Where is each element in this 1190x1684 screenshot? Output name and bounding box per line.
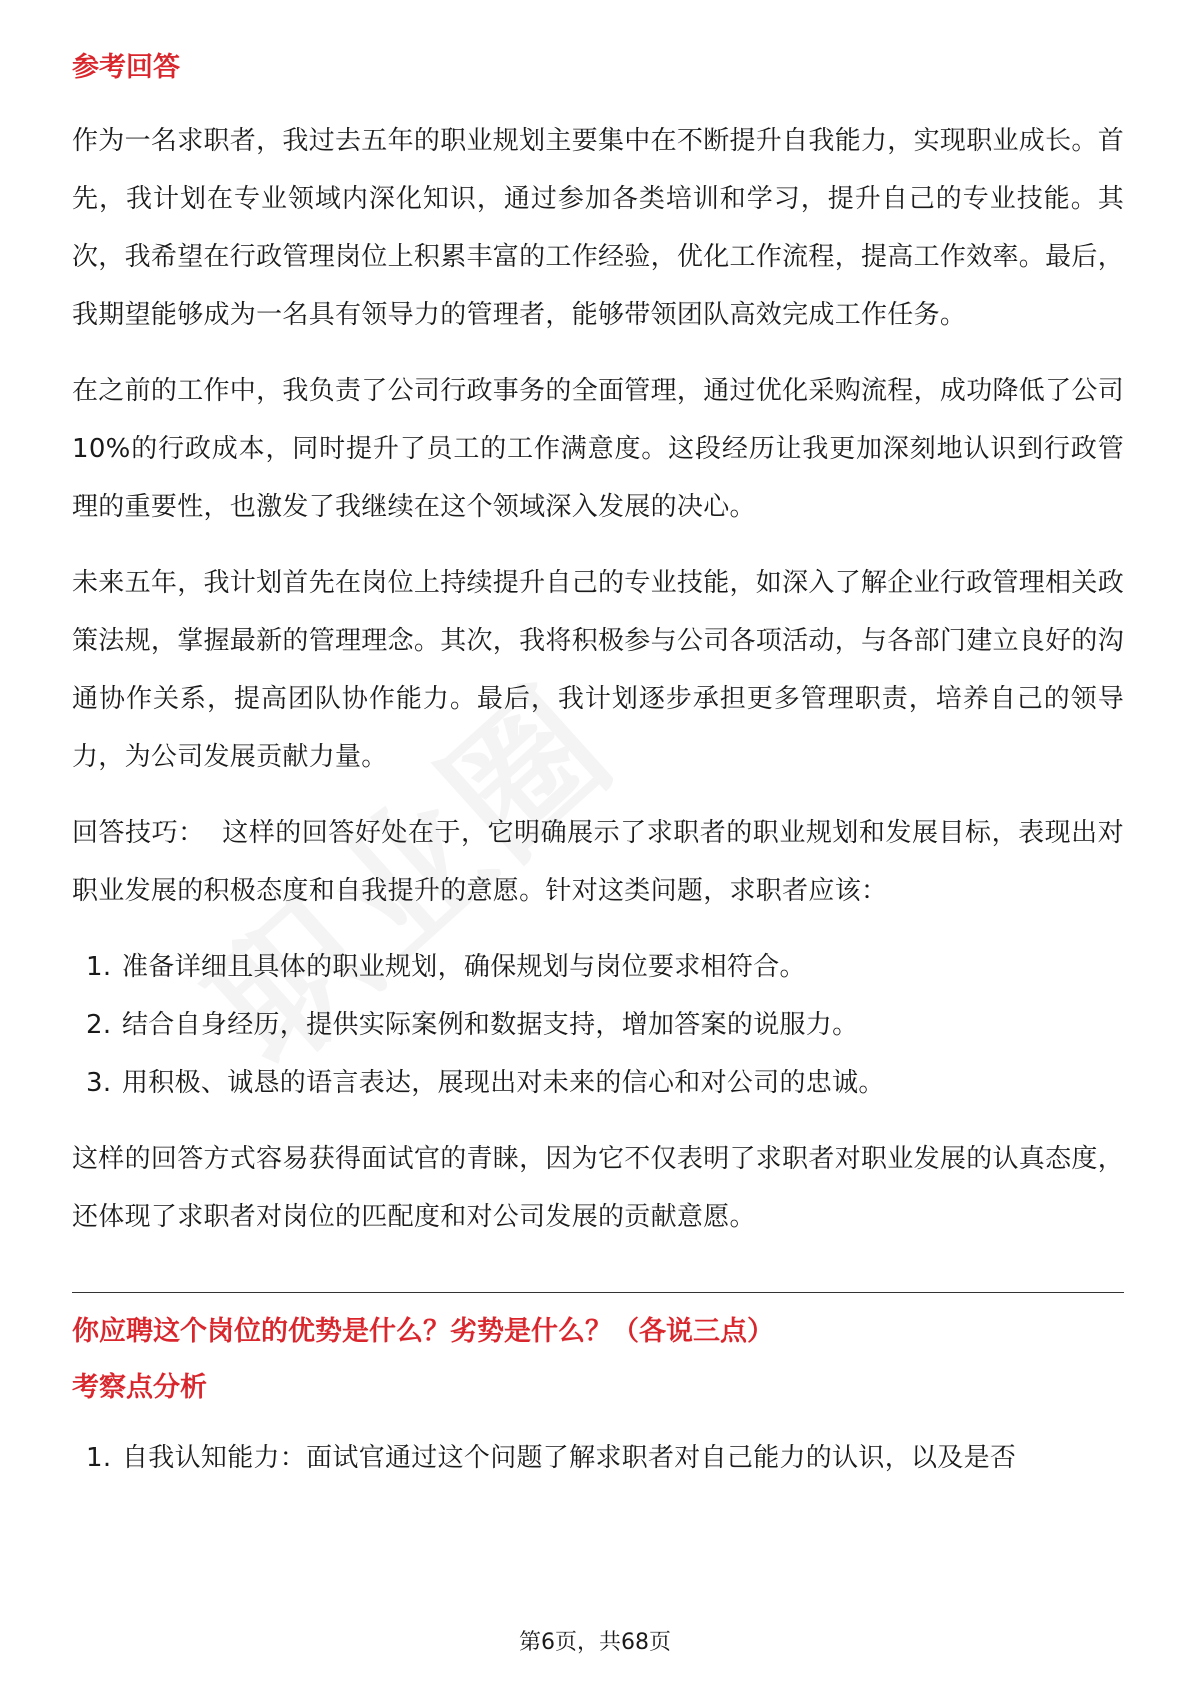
page-number: 第6页，共68页: [519, 1630, 671, 1655]
answer-paragraph-2: 在之前的工作中，我负责了公司行政事务的全面管理，通过优化采购流程，成功降低了公司10%的行政成本，同时提升了员工的工作满意度。这段经历让我更加深刻地认识到行政管理的重要性，也激发了我继续在这个领域深入发展的决心。: [72, 376, 1125, 522]
list-item: [72, 1054, 1124, 1112]
list-item-number: 1.: [86, 952, 112, 982]
answer-paragraph-1: 作为一名求职者，我过去五年的职业规划主要集中在不断提升自我能力，实现职业成长。首先，我计划在专业领域内深化知识，通过参加各类培训和学习，提升自己的专业技能。其次，我希望在行政管理岗位上积累丰富的工作经验，优化工作流程，提高工作效率。最后，我期望能够成为一名具有领导力的管理者，能够带领团队高效完成工作任务。: [72, 126, 1125, 330]
answer-paragraph-3: 未来五年，我计划首先在岗位上持续提升自己的专业技能，如深入了解企业行政管理相关政策法规，掌握最新的管理理念。其次，我将积极参与公司各项活动，与各部门建立良好的沟通协作关系，提高团队协作能力。最后，我计划逐步承担更多管理职责，培养自己的领导力，为公司发展贡献力量。: [72, 568, 1125, 772]
list-item: [72, 938, 1124, 996]
tips-list: [72, 938, 1124, 1112]
list-item-text: 自我认知能力：面试官通过这个问题了解求职者对自己能力的认识，以及是否: [122, 1443, 1017, 1473]
analysis-subheading: 考察点分析: [72, 1372, 207, 1403]
page-content: [72, 48, 1124, 1487]
list-item-text: 准备详细且具体的职业规划，确保规划与岗位要求相符合。: [122, 952, 806, 982]
question-heading: 你应聘这个岗位的优势是什么？劣势是什么？（各说三点）: [72, 1316, 774, 1347]
list-item-number: 3.: [86, 1068, 112, 1098]
closing-paragraph: 这样的回答方式容易获得面试官的青睐，因为它不仅表明了求职者对职业发展的认真态度，还体现了求职者对岗位的匹配度和对公司发展的贡献意愿。: [72, 1144, 1125, 1232]
analysis-list: [72, 1429, 1124, 1487]
list-item-text: 结合自身经历，提供实际案例和数据支持，增加答案的说服力。: [122, 1010, 859, 1040]
answer-tips-intro: 回答技巧： 这样的回答好处在于，它明确展示了求职者的职业规划和发展目标，表现出对职业发展的积极态度和自我提升的意愿。针对这类问题，求职者应该：: [72, 818, 1124, 906]
list-item: [72, 996, 1124, 1054]
reference-answer-heading: 参考回答: [72, 52, 180, 83]
list-item-number: 2.: [86, 1010, 112, 1040]
list-item: [72, 1429, 1124, 1487]
list-item-text: 用积极、诚恳的语言表达，展现出对未来的信心和对公司的忠诚。: [122, 1068, 885, 1098]
list-item-number: 1.: [86, 1443, 112, 1473]
